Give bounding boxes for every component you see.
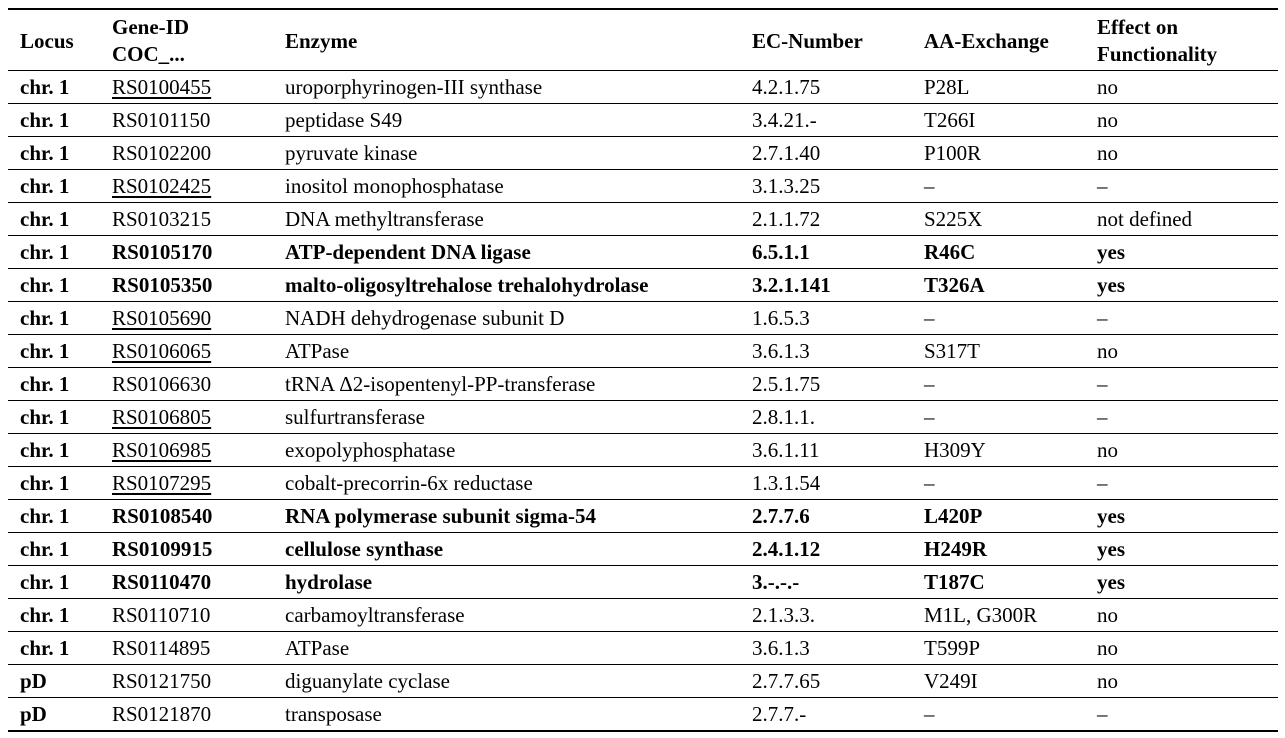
cell-locus: chr. 1 (20, 108, 70, 132)
cell-effect: no (1097, 339, 1118, 363)
cell-effect: – (1097, 372, 1108, 396)
cell-aa-exchange: – (924, 405, 935, 429)
gene-id-text: RS0102425 (112, 174, 212, 198)
cell-locus: chr. 1 (20, 306, 70, 330)
table-header (8, 9, 1278, 71)
cell-ec-number: 1.3.1.54 (752, 471, 821, 495)
cell-locus: chr. 1 (20, 207, 70, 231)
cell-aa-exchange: T326A (924, 273, 985, 297)
cell-aa-exchange: T266I (924, 108, 976, 132)
gene-table (8, 8, 1278, 732)
cell-enzyme: exopolyphosphatase (285, 438, 456, 462)
cell-enzyme: malto-oligosyltrehalose trehalohydrolase (285, 273, 649, 297)
cell-locus: chr. 1 (20, 339, 70, 363)
header-effect-line2: Functionality (1097, 42, 1218, 66)
gene-id-text: RS0106630 (112, 372, 212, 396)
table-row (8, 599, 1278, 632)
cell-enzyme: DNA methyltransferase (285, 207, 484, 231)
cell-gene-id (112, 698, 285, 732)
cell-aa-exchange: L420P (924, 504, 983, 528)
table-row (8, 401, 1278, 434)
cell-effect: yes (1097, 240, 1125, 264)
header-locus: Locus (20, 28, 74, 53)
cell-gene-id (112, 533, 285, 566)
cell-enzyme: tRNA Δ2-isopentenyl-PP-transferase (285, 372, 596, 396)
cell-locus: chr. 1 (20, 636, 70, 660)
cell-aa-exchange: R46C (924, 240, 976, 264)
gene-id-text: RS0106985 (112, 438, 212, 462)
gene-id-text: RS0109915 (112, 537, 213, 561)
table-row (8, 533, 1278, 566)
header-gene-id (112, 9, 285, 71)
gene-id-text: RS0100455 (112, 75, 212, 99)
gene-id-text: RS0106805 (112, 405, 212, 429)
cell-aa-exchange: H249R (924, 537, 987, 561)
cell-locus: chr. 1 (20, 405, 70, 429)
cell-gene-id (112, 335, 285, 368)
cell-aa-exchange: P28L (924, 75, 970, 99)
header-row (8, 9, 1278, 71)
cell-ec-number: 6.5.1.1 (752, 240, 810, 264)
cell-locus: chr. 1 (20, 504, 70, 528)
cell-locus: chr. 1 (20, 438, 70, 462)
cell-aa-exchange: M1L, G300R (924, 603, 1038, 627)
cell-ec-number: 3.1.3.25 (752, 174, 821, 198)
header-ec-number: EC-Number (752, 28, 863, 53)
cell-effect: yes (1097, 570, 1125, 594)
cell-effect: – (1097, 306, 1108, 330)
cell-ec-number: 3.-.-.- (752, 570, 800, 594)
table-row (8, 467, 1278, 500)
gene-table-container (8, 8, 1278, 732)
cell-ec-number: 2.7.7.65 (752, 669, 821, 693)
cell-locus: chr. 1 (20, 537, 70, 561)
table-body (8, 71, 1278, 732)
cell-aa-exchange: – (924, 372, 935, 396)
cell-aa-exchange: V249I (924, 669, 978, 693)
cell-enzyme: ATPase (285, 339, 350, 363)
gene-id-text: RS0107295 (112, 471, 212, 495)
cell-locus: chr. 1 (20, 174, 70, 198)
cell-ec-number: 3.6.1.11 (752, 438, 820, 462)
gene-id-text: RS0102200 (112, 141, 212, 165)
cell-effect: no (1097, 75, 1118, 99)
cell-effect: – (1097, 471, 1108, 495)
header-effect (1097, 9, 1278, 71)
gene-id-text: RS0105170 (112, 240, 213, 264)
cell-aa-exchange: – (924, 702, 935, 726)
cell-ec-number: 2.7.7.- (752, 702, 807, 726)
header-effect-line1: Effect on (1097, 15, 1179, 39)
gene-id-text: RS0114895 (112, 636, 211, 660)
cell-enzyme: sulfurtransferase (285, 405, 425, 429)
cell-ec-number: 3.6.1.3 (752, 636, 810, 660)
cell-enzyme: RNA polymerase subunit sigma-54 (285, 504, 596, 528)
table-row (8, 71, 1278, 104)
cell-gene-id (112, 269, 285, 302)
cell-aa-exchange: T187C (924, 570, 985, 594)
cell-gene-id (112, 170, 285, 203)
cell-ec-number: 4.2.1.75 (752, 75, 821, 99)
cell-aa-exchange: S317T (924, 339, 981, 363)
cell-aa-exchange: P100R (924, 141, 982, 165)
gene-id-text: RS0110710 (112, 603, 211, 627)
cell-effect: yes (1097, 273, 1125, 297)
cell-gene-id (112, 302, 285, 335)
cell-enzyme: diguanylate cyclase (285, 669, 451, 693)
cell-effect: no (1097, 438, 1118, 462)
cell-ec-number: 3.2.1.141 (752, 273, 831, 297)
cell-ec-number: 3.6.1.3 (752, 339, 810, 363)
table-row (8, 566, 1278, 599)
cell-effect: – (1097, 702, 1108, 726)
cell-enzyme: ATPase (285, 636, 350, 660)
cell-locus: chr. 1 (20, 273, 70, 297)
cell-enzyme: ATP-dependent DNA ligase (285, 240, 531, 264)
table-row (8, 500, 1278, 533)
cell-enzyme: cellulose synthase (285, 537, 444, 561)
cell-enzyme: pyruvate kinase (285, 141, 418, 165)
cell-effect: yes (1097, 537, 1125, 561)
cell-enzyme: peptidase S49 (285, 108, 403, 132)
cell-effect: – (1097, 174, 1108, 198)
header-enzyme: Enzyme (285, 28, 358, 53)
cell-effect: no (1097, 141, 1118, 165)
cell-effect: no (1097, 669, 1118, 693)
cell-aa-exchange: S225X (924, 207, 983, 231)
table-row (8, 104, 1278, 137)
gene-id-text: RS0110470 (112, 570, 212, 594)
cell-gene-id (112, 203, 285, 236)
cell-locus: chr. 1 (20, 240, 70, 264)
cell-gene-id (112, 401, 285, 434)
cell-locus: pD (20, 702, 47, 726)
cell-locus: chr. 1 (20, 603, 70, 627)
cell-gene-id (112, 368, 285, 401)
cell-ec-number: 2.7.7.6 (752, 504, 810, 528)
cell-enzyme: NADH dehydrogenase subunit D (285, 306, 565, 330)
cell-gene-id (112, 434, 285, 467)
cell-ec-number: 2.5.1.75 (752, 372, 821, 396)
table-row (8, 203, 1278, 236)
cell-enzyme: hydrolase (285, 570, 373, 594)
table-row (8, 137, 1278, 170)
gene-id-text: RS0105690 (112, 306, 212, 330)
table-row (8, 236, 1278, 269)
cell-gene-id (112, 632, 285, 665)
cell-gene-id (112, 467, 285, 500)
table-row (8, 368, 1278, 401)
cell-gene-id (112, 599, 285, 632)
cell-aa-exchange: – (924, 306, 935, 330)
cell-gene-id (112, 500, 285, 533)
gene-id-text: RS0101150 (112, 108, 211, 132)
cell-locus: chr. 1 (20, 75, 70, 99)
table-row (8, 665, 1278, 698)
cell-ec-number: 3.4.21.- (752, 108, 817, 132)
cell-locus: chr. 1 (20, 471, 70, 495)
cell-enzyme: cobalt-precorrin-6x reductase (285, 471, 533, 495)
gene-id-text: RS0121870 (112, 702, 212, 726)
cell-enzyme: inositol monophosphatase (285, 174, 504, 198)
cell-enzyme: carbamoyltransferase (285, 603, 465, 627)
gene-id-text: RS0106065 (112, 339, 212, 363)
cell-locus: chr. 1 (20, 372, 70, 396)
cell-aa-exchange: – (924, 471, 935, 495)
cell-aa-exchange: – (924, 174, 935, 198)
cell-locus: chr. 1 (20, 141, 70, 165)
cell-effect: no (1097, 108, 1118, 132)
cell-locus: pD (20, 669, 47, 693)
cell-gene-id (112, 566, 285, 599)
gene-id-text: RS0108540 (112, 504, 213, 528)
cell-effect: not defined (1097, 207, 1193, 231)
table-row (8, 170, 1278, 203)
cell-effect: yes (1097, 504, 1125, 528)
cell-gene-id (112, 104, 285, 137)
cell-aa-exchange: H309Y (924, 438, 986, 462)
cell-effect: – (1097, 405, 1108, 429)
gene-id-text: RS0105350 (112, 273, 213, 297)
header-gene-id-line1: Gene-ID (112, 15, 189, 39)
cell-ec-number: 2.8.1.1. (752, 405, 815, 429)
table-row (8, 302, 1278, 335)
cell-ec-number: 2.1.1.72 (752, 207, 821, 231)
table-row (8, 632, 1278, 665)
cell-enzyme: transposase (285, 702, 382, 726)
cell-locus: chr. 1 (20, 570, 70, 594)
cell-enzyme: uroporphyrinogen-III synthase (285, 75, 543, 99)
cell-effect: no (1097, 636, 1118, 660)
table-row (8, 335, 1278, 368)
cell-ec-number: 2.7.1.40 (752, 141, 821, 165)
gene-id-text: RS0103215 (112, 207, 212, 231)
cell-aa-exchange: T599P (924, 636, 981, 660)
cell-ec-number: 2.1.3.3. (752, 603, 815, 627)
header-gene-id-line2: COC_... (112, 42, 185, 66)
cell-effect: no (1097, 603, 1118, 627)
cell-gene-id (112, 665, 285, 698)
table-row (8, 434, 1278, 467)
table-row (8, 269, 1278, 302)
gene-id-text: RS0121750 (112, 669, 212, 693)
cell-gene-id (112, 137, 285, 170)
cell-ec-number: 1.6.5.3 (752, 306, 810, 330)
header-aa-exchange: AA-Exchange (924, 28, 1049, 53)
cell-ec-number: 2.4.1.12 (752, 537, 821, 561)
cell-gene-id (112, 71, 285, 104)
table-row (8, 698, 1278, 732)
cell-gene-id (112, 236, 285, 269)
